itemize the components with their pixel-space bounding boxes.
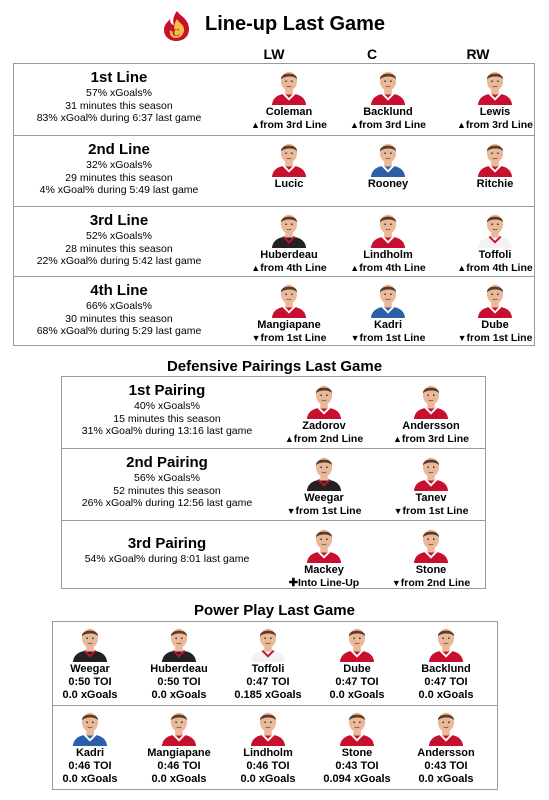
pp-player-card-weegar[interactable]	[45, 624, 135, 702]
player-xgoals: 0.0 xGoals	[240, 773, 296, 785]
pair-info	[62, 382, 272, 438]
player-headshot-icon	[476, 139, 514, 177]
line-last-game: 68% xGoal% during 5:29 last game	[36, 325, 202, 337]
player-headshot-icon	[305, 381, 343, 419]
arrow-down-icon: ▼	[393, 506, 403, 516]
power-play-row	[53, 622, 497, 706]
move-text: from 3rd Line	[401, 433, 469, 445]
move-text: from 4th Line	[359, 262, 426, 274]
player-headshot-icon	[270, 280, 308, 318]
player-name: Coleman	[265, 106, 313, 118]
player-headshot-icon	[305, 525, 343, 563]
line-xgoals-pct: 32% xGoals%	[86, 159, 152, 171]
arrow-up-icon: ▲	[456, 120, 466, 130]
pair-title: 1st Pairing	[128, 382, 206, 399]
player-headshot-icon	[412, 525, 450, 563]
player-name: Stone	[341, 747, 373, 759]
svg-text:C: C	[172, 27, 180, 39]
defense-pairs-table	[61, 376, 486, 589]
player-card-mackey[interactable]	[276, 525, 372, 590]
arrow-up-icon: ▲	[457, 263, 467, 273]
line-xgoals-pct: 66% xGoals%	[86, 300, 152, 312]
line-season-minutes: 31 minutes this season	[65, 99, 173, 112]
player-move-label	[447, 332, 543, 345]
player-toi: 0:47 TOI	[424, 676, 468, 688]
move-text: from 4th Line	[466, 262, 533, 274]
column-header-rw: RW	[466, 46, 490, 62]
player-headshot-icon	[476, 280, 514, 318]
pp-player-card-lindholm[interactable]	[223, 708, 313, 786]
forward-lines-table	[13, 63, 535, 346]
pp-player-card-backlund[interactable]	[401, 624, 491, 702]
player-name: Lindholm	[363, 249, 413, 261]
line-title: 2nd Line	[88, 141, 150, 158]
player-headshot-icon	[338, 708, 376, 746]
player-name: Mangiapane	[257, 319, 321, 331]
forward-line-row	[14, 136, 534, 207]
player-card-weegar[interactable]	[276, 453, 372, 518]
line-last-game: 4% xGoal% during 5:49 last game	[39, 184, 199, 196]
player-move-label	[383, 433, 479, 446]
move-text: from 2nd Line	[293, 433, 364, 445]
player-card-backlund[interactable]	[340, 67, 436, 132]
player-move-label	[241, 119, 337, 132]
arrow-up-icon: ▲	[250, 120, 260, 130]
player-headshot-icon	[412, 453, 450, 491]
pp-player-card-mangiapane[interactable]	[134, 708, 224, 786]
player-xgoals: 0.0 xGoals	[329, 689, 385, 701]
move-text: from 1st Line	[402, 505, 469, 517]
defense-pair-row	[62, 521, 485, 588]
pair-title: 3rd Pairing	[127, 535, 207, 552]
player-toi: 0:50 TOI	[68, 676, 112, 688]
player-name: Backlund	[421, 663, 471, 675]
player-xgoals: 0.185 xGoals	[234, 689, 302, 701]
line-season-minutes: 29 minutes this season	[65, 171, 173, 184]
pp-player-card-huberdeau[interactable]	[134, 624, 224, 702]
pp-player-card-toffoli[interactable]	[223, 624, 313, 702]
power-play-table	[52, 621, 498, 790]
move-text: from 3rd Line	[259, 119, 327, 131]
player-move-label	[447, 119, 543, 132]
pair-stat-line: 31% xGoal% during 13:16 last game	[81, 425, 253, 437]
forward-line-row	[14, 277, 534, 346]
player-xgoals: 0.0 xGoals	[151, 689, 207, 701]
flames-logo-icon	[160, 10, 194, 42]
player-move-label	[276, 577, 372, 590]
player-name: Ritchie	[476, 178, 514, 190]
player-card-stone[interactable]	[383, 525, 479, 590]
line-title: 4th Line	[90, 282, 148, 299]
arrow-up-icon: ▲	[392, 434, 402, 444]
line-title: 1st Line	[90, 69, 148, 86]
arrow-down-icon: ▼	[251, 333, 261, 343]
player-headshot-icon	[338, 624, 376, 662]
defense-section-title: Defensive Pairings Last Game	[166, 358, 383, 375]
player-toi: 0:46 TOI	[68, 760, 112, 772]
column-header-lw: LW	[263, 46, 285, 62]
line-last-game: 83% xGoal% during 6:37 last game	[36, 112, 202, 124]
line-last-game: 22% xGoal% during 5:42 last game	[36, 255, 202, 267]
arrow-down-icon: ▼	[286, 506, 296, 516]
forward-line-row	[14, 207, 534, 277]
player-name: Toffoli	[478, 249, 512, 261]
forward-line-row	[14, 64, 534, 136]
player-name: Zadorov	[302, 420, 346, 432]
player-card-rooney[interactable]	[340, 139, 436, 191]
player-move-label	[340, 119, 436, 132]
player-headshot-icon	[249, 708, 287, 746]
power-play-row	[53, 706, 497, 789]
player-move-label	[340, 262, 436, 275]
player-headshot-icon	[71, 708, 109, 746]
player-name: Weegar	[304, 492, 344, 504]
player-name: Andersson	[417, 747, 475, 759]
arrow-up-icon: ▲	[350, 263, 360, 273]
player-move-label	[276, 433, 372, 446]
pair-title: 2nd Pairing	[126, 454, 208, 471]
player-card-ritchie[interactable]	[447, 139, 543, 191]
player-xgoals: 0.0 xGoals	[151, 773, 207, 785]
player-card-tanev[interactable]	[383, 453, 479, 518]
player-card-zadorov[interactable]	[276, 381, 372, 446]
defense-pair-row	[62, 449, 485, 521]
player-card-andersson[interactable]	[383, 381, 479, 446]
pair-info	[62, 454, 272, 510]
line-xgoals-pct: 52% xGoals%	[86, 230, 152, 242]
player-move-label	[276, 505, 372, 518]
arrow-down-icon: ▼	[350, 333, 360, 343]
pp-player-card-stone[interactable]	[312, 708, 402, 786]
player-toi: 0:47 TOI	[335, 676, 379, 688]
move-text: Into Line-Up	[297, 577, 360, 589]
player-xgoals: 0.0 xGoals	[62, 689, 118, 701]
player-name: Tanev	[415, 492, 447, 504]
player-card-lindholm[interactable]	[340, 210, 436, 275]
arrow-down-icon: ▼	[391, 578, 401, 588]
player-xgoals: 0.0 xGoals	[418, 773, 474, 785]
player-move-label	[383, 505, 479, 518]
arrow-up-icon: ▲	[251, 263, 261, 273]
player-name: Weegar	[70, 663, 110, 675]
player-move-label	[383, 577, 479, 590]
pp-player-card-dube[interactable]	[312, 624, 402, 702]
page-title: Line-up Last Game	[205, 13, 386, 35]
arrow-up-icon: ▲	[349, 120, 359, 130]
player-headshot-icon	[476, 210, 514, 248]
line-season-minutes: 28 minutes this season	[65, 242, 173, 255]
pair-stat-line: 52 minutes this season	[113, 484, 221, 497]
player-xgoals: 0.0 xGoals	[418, 689, 474, 701]
player-name: Mangiapane	[147, 747, 211, 759]
player-name: Lindholm	[243, 747, 293, 759]
move-text: from 1st Line	[260, 332, 327, 344]
player-xgoals: 0.094 xGoals	[323, 773, 391, 785]
player-name: Andersson	[402, 420, 460, 432]
player-toi: 0:46 TOI	[157, 760, 201, 772]
player-move-label	[447, 262, 543, 275]
power-play-section-title: Power Play Last Game	[194, 602, 355, 619]
player-headshot-icon	[249, 624, 287, 662]
line-season-minutes: 30 minutes this season	[65, 312, 173, 325]
player-headshot-icon	[427, 624, 465, 662]
player-headshot-icon	[369, 210, 407, 248]
pair-stat-line: 56% xGoals%	[134, 472, 200, 484]
player-name: Huberdeau	[260, 249, 318, 261]
player-toi: 0:43 TOI	[335, 760, 379, 772]
defense-pair-row	[62, 377, 485, 449]
player-headshot-icon	[160, 624, 198, 662]
player-move-label	[241, 262, 337, 275]
player-card-lewis[interactable]	[447, 67, 543, 132]
player-headshot-icon	[305, 453, 343, 491]
player-toi: 0:46 TOI	[246, 760, 290, 772]
player-headshot-icon	[369, 139, 407, 177]
pp-player-card-kadri[interactable]	[45, 708, 135, 786]
line-xgoals-pct: 57% xGoals%	[86, 87, 152, 99]
player-move-label	[340, 332, 436, 345]
player-name: Kadri	[75, 747, 105, 759]
player-name: Stone	[415, 564, 447, 576]
player-name: Kadri	[373, 319, 403, 331]
line-info	[14, 69, 224, 125]
player-card-lucic[interactable]	[241, 139, 337, 191]
player-name: Dube	[343, 663, 371, 675]
player-xgoals: 0.0 xGoals	[62, 773, 118, 785]
player-headshot-icon	[412, 381, 450, 419]
player-card-coleman[interactable]	[241, 67, 337, 132]
pair-stat-line: 15 minutes this season	[113, 412, 221, 425]
line-title: 3rd Line	[89, 212, 149, 229]
player-card-kadri[interactable]	[340, 280, 436, 345]
header	[0, 8, 549, 44]
player-card-toffoli[interactable]	[447, 210, 543, 275]
move-text: from 4th Line	[260, 262, 327, 274]
player-headshot-icon	[369, 67, 407, 105]
player-toi: 0:43 TOI	[424, 760, 468, 772]
arrow-down-icon: ▼	[457, 333, 467, 343]
player-name: Dube	[481, 319, 509, 331]
pp-player-card-andersson[interactable]	[401, 708, 491, 786]
player-toi: 0:47 TOI	[246, 676, 290, 688]
player-name: Lucic	[274, 178, 304, 190]
player-card-huberdeau[interactable]	[241, 210, 337, 275]
line-info	[14, 282, 224, 338]
player-name: Huberdeau	[150, 663, 208, 675]
player-name: Lewis	[479, 106, 511, 118]
pair-stat-line: 40% xGoals%	[134, 400, 200, 412]
pair-stat-line: 26% xGoal% during 12:56 last game	[81, 497, 253, 509]
pair-stat-line: 54% xGoal% during 8:01 last game	[84, 553, 250, 565]
player-card-mangiapane[interactable]	[241, 280, 337, 345]
line-info	[14, 141, 224, 197]
player-headshot-icon	[427, 708, 465, 746]
line-info	[14, 212, 224, 268]
arrow-up-icon: ▲	[284, 434, 294, 444]
player-name: Toffoli	[251, 663, 285, 675]
player-headshot-icon	[71, 624, 109, 662]
player-headshot-icon	[270, 139, 308, 177]
player-name: Rooney	[367, 178, 409, 190]
pair-info	[62, 535, 272, 566]
move-text: from 2nd Line	[400, 577, 471, 589]
player-toi: 0:50 TOI	[157, 676, 201, 688]
player-name: Backlund	[363, 106, 413, 118]
player-headshot-icon	[270, 67, 308, 105]
player-headshot-icon	[160, 708, 198, 746]
move-text: from 1st Line	[466, 332, 533, 344]
player-name: Mackey	[304, 564, 344, 576]
move-text: from 1st Line	[359, 332, 426, 344]
player-move-label	[241, 332, 337, 345]
player-headshot-icon	[369, 280, 407, 318]
column-header-c: C	[366, 46, 378, 62]
move-text: from 1st Line	[295, 505, 362, 517]
player-headshot-icon	[476, 67, 514, 105]
move-text: from 3rd Line	[358, 119, 426, 131]
plus-icon: ✚	[288, 577, 298, 589]
move-text: from 3rd Line	[465, 119, 533, 131]
player-headshot-icon	[270, 210, 308, 248]
player-card-dube[interactable]	[447, 280, 543, 345]
